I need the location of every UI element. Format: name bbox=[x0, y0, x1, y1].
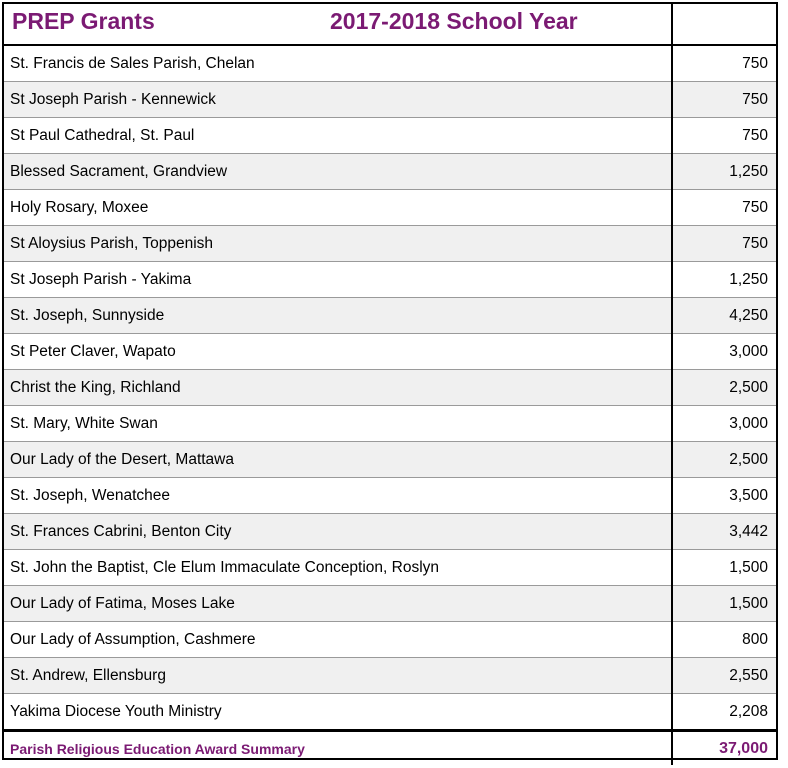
table-row bbox=[4, 118, 776, 154]
parish-name-cell: Holy Rosary, Moxee bbox=[4, 190, 672, 226]
table-row bbox=[4, 514, 776, 550]
parish-name-cell: Yakima Diocese Youth Ministry bbox=[4, 694, 672, 731]
parish-name-cell: St Joseph Parish - Yakima bbox=[4, 262, 672, 298]
table-row bbox=[4, 370, 776, 406]
table-row bbox=[4, 334, 776, 370]
table-row bbox=[4, 694, 776, 731]
parish-name-cell: St Peter Claver, Wapato bbox=[4, 334, 672, 370]
table-row bbox=[4, 478, 776, 514]
table-row bbox=[4, 298, 776, 334]
page-title: PREP Grants bbox=[12, 8, 155, 34]
table-row bbox=[4, 226, 776, 262]
summary-total: 37,000 bbox=[672, 731, 776, 766]
parish-name-cell: Our Lady of Assumption, Cashmere bbox=[4, 622, 672, 658]
parish-name-cell: Our Lady of Fatima, Moses Lake bbox=[4, 586, 672, 622]
table-row bbox=[4, 154, 776, 190]
grants-sheet bbox=[2, 2, 778, 760]
grant-amount-cell: 750 bbox=[672, 226, 776, 262]
header-row bbox=[4, 4, 776, 45]
parish-name-cell: Our Lady of the Desert, Mattawa bbox=[4, 442, 672, 478]
parish-name-cell: St. Francis de Sales Parish, Chelan bbox=[4, 45, 672, 82]
table-row bbox=[4, 586, 776, 622]
grant-amount-cell: 2,208 bbox=[672, 694, 776, 731]
parish-name-cell: St Paul Cathedral, St. Paul bbox=[4, 118, 672, 154]
grant-amount-cell: 1,500 bbox=[672, 550, 776, 586]
table-row bbox=[4, 190, 776, 226]
parish-name-cell: St. Frances Cabrini, Benton City bbox=[4, 514, 672, 550]
parish-name-cell: St. Mary, White Swan bbox=[4, 406, 672, 442]
table-row bbox=[4, 550, 776, 586]
grant-amount-cell: 750 bbox=[672, 190, 776, 226]
parish-name-cell: St. Joseph, Sunnyside bbox=[4, 298, 672, 334]
grant-amount-cell: 1,250 bbox=[672, 154, 776, 190]
grant-amount-cell: 1,500 bbox=[672, 586, 776, 622]
grant-amount-cell: 750 bbox=[672, 82, 776, 118]
school-year-title: 2017-2018 School Year bbox=[330, 8, 578, 34]
table-row bbox=[4, 658, 776, 694]
grant-amount-cell: 3,000 bbox=[672, 334, 776, 370]
summary-label: Parish Religious Education Award Summary bbox=[4, 731, 672, 766]
grant-amount-cell: 1,250 bbox=[672, 262, 776, 298]
grant-amount-cell: 4,250 bbox=[672, 298, 776, 334]
parish-name-cell: St. Andrew, Ellensburg bbox=[4, 658, 672, 694]
grant-amount-cell: 2,500 bbox=[672, 370, 776, 406]
grant-amount-cell: 2,550 bbox=[672, 658, 776, 694]
table-row bbox=[4, 622, 776, 658]
table-row bbox=[4, 262, 776, 298]
header-title-cell bbox=[4, 4, 672, 45]
summary-row bbox=[4, 731, 776, 766]
grant-amount-cell: 3,500 bbox=[672, 478, 776, 514]
table-row bbox=[4, 442, 776, 478]
grant-amount-cell: 800 bbox=[672, 622, 776, 658]
grant-amount-cell: 750 bbox=[672, 45, 776, 82]
parish-name-cell: Christ the King, Richland bbox=[4, 370, 672, 406]
parish-name-cell: St. John the Baptist, Cle Elum Immaculate Conception, Roslyn bbox=[4, 550, 672, 586]
parish-name-cell: St Aloysius Parish, Toppenish bbox=[4, 226, 672, 262]
table-row bbox=[4, 82, 776, 118]
table-row bbox=[4, 45, 776, 82]
grant-amount-cell: 2,500 bbox=[672, 442, 776, 478]
parish-name-cell: St Joseph Parish - Kennewick bbox=[4, 82, 672, 118]
header-amount-cell bbox=[672, 4, 776, 45]
grant-amount-cell: 3,000 bbox=[672, 406, 776, 442]
parish-name-cell: St. Joseph, Wenatchee bbox=[4, 478, 672, 514]
grants-table bbox=[4, 4, 776, 765]
grant-amount-cell: 3,442 bbox=[672, 514, 776, 550]
table-row bbox=[4, 406, 776, 442]
parish-name-cell: Blessed Sacrament, Grandview bbox=[4, 154, 672, 190]
grant-amount-cell: 750 bbox=[672, 118, 776, 154]
